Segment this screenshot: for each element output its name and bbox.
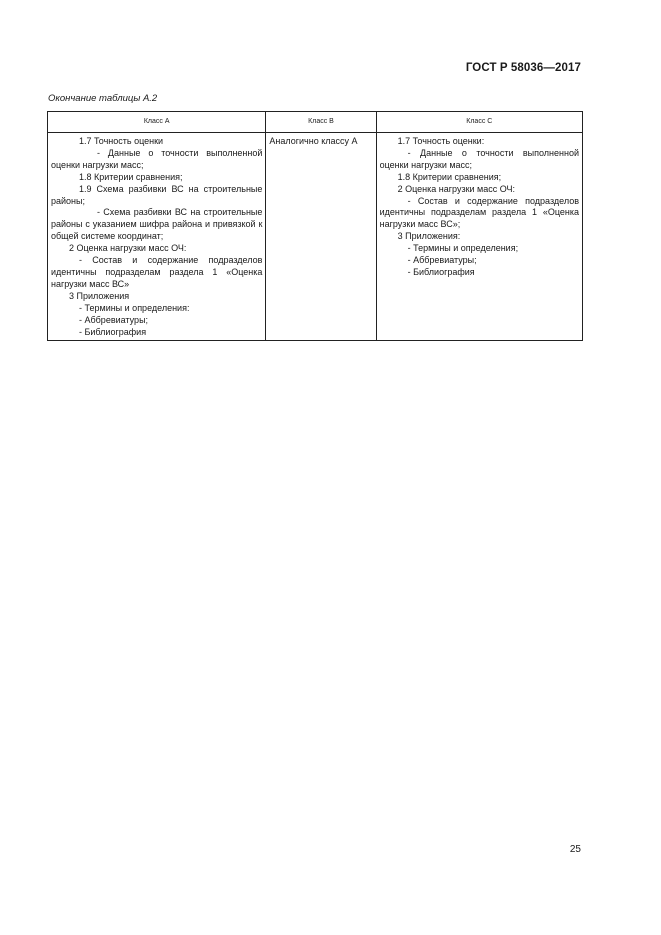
class-a-line: 1.9 Схема разбивки ВС на строительные районы; — [51, 183, 263, 206]
class-c-cell — [376, 133, 582, 341]
class-c-line: - Состав и содержание подразделов идентичны подразделам раздела 1 «Оценка нагрузки масс ВС»; — [379, 195, 579, 230]
class-a-line: 2 Оценка нагрузки масс ОЧ: — [69, 243, 187, 254]
class-a-line: - Состав и содержание подразделов идентичны подразделам раздела 1 «Оценка нагрузки масс ВС» — [51, 255, 263, 289]
class-b-cell — [266, 133, 376, 341]
page-number: 25 — [569, 844, 581, 855]
class-c-line: - Библиография — [407, 266, 475, 277]
class-a-line: 1.8 Критерии сравнения; — [79, 171, 183, 182]
table-header-row — [48, 112, 583, 133]
class-c-line: 3 Приложения: — [397, 231, 461, 242]
table-row — [48, 133, 583, 341]
table-caption: Окончание таблицы А.2 — [48, 93, 158, 104]
class-a-line: - Данные о точности выполненной оценки нагрузки масс; — [51, 147, 263, 170]
class-a-line: - Схема разбивки ВС на строительные районы с указанием шифра района и привязкой к общей системе координат; — [51, 207, 263, 242]
class-c-line: 2 Оценка нагрузки масс ОЧ: — [397, 183, 516, 194]
class-a-line: 3 Приложения — [69, 290, 130, 301]
class-c-line: 1.8 Критерии сравнения; — [397, 171, 502, 182]
class-a-line: - Библиография — [79, 326, 147, 337]
standard-designation: ГОСТ Р 58036—2017 — [465, 62, 581, 74]
class-a-line: - Термины и определения: — [79, 302, 190, 313]
column-header-class-a: Класс А — [48, 112, 266, 133]
class-a-cell — [48, 133, 266, 341]
column-header-class-c: Класс С — [376, 112, 582, 133]
class-a-line: - Аббревиатуры; — [79, 314, 149, 325]
class-a-line: 1.7 Точность оценки — [79, 136, 164, 146]
class-c-line: 1.7 Точность оценки: — [397, 136, 485, 146]
column-header-class-b: Класс В — [266, 112, 376, 133]
class-b-text: Аналогично классу А — [269, 136, 358, 146]
requirements-table — [47, 111, 583, 341]
class-c-line: - Данные о точности выполненной оценки нагрузки масс; — [379, 147, 579, 170]
class-c-line: - Термины и определения; — [407, 243, 519, 254]
class-c-line: - Аббревиатуры; — [407, 255, 477, 266]
